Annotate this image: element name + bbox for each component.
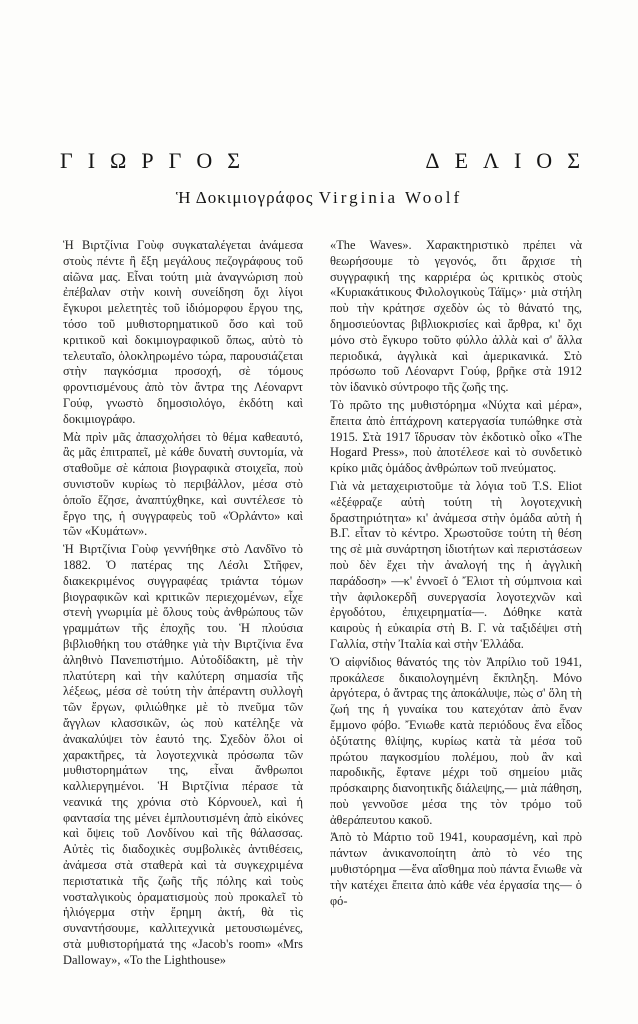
right-column [330,238,582,909]
author-letter: Γ [168,148,182,173]
author-letter: Σ [567,148,580,173]
author-letter: Ρ [141,148,154,173]
paragraph: Ἡ Βιρτζίνια Γοὺφ συγκαταλέγεται ἀνάμεσα στοὺς πέντε ἢ ἔξη μεγάλους πεζογράφους τοῦ αἰῶνα μας. Εἶναι τούτη μιὰ ἀναγνώριση ποὺ ἐπέβαλαν στὴν κοινὴ συνείδηση ὄχι λίγοι ἔγκυροι μελετητὲς τοῦ ἰδιόμορφου ἔργου της, τόσο τοῦ μυθιστορηματικοῦ ὅσο καὶ τοῦ κριτικοῦ καὶ δοκιμιογραφικοῦ ὅπως, αὐτὸ τὸ τελευταῖο, ὁλοκληρωμένο τώρα, παρουσιάζεται στὴν παγκόσμια προσοχή, σὲ τόμους φροντισμένους ἀπὸ τὸν ἄντρα της Λέοναρντ Γούφ, γνωστὸ δημοσιολόγο, ἐκδότη καὶ δοκιμιογράφο. [63,238,303,426]
paragraph: Μὰ πρὶν μᾶς ἀπασχολήσει τὸ θέμα καθεαυτό, ἂς μᾶς ἐπιτραπεῖ, μὲ κάθε δυνατὴ συντομία, νὰ σταθοῦμε σὲ κάποια βιογραφικὰ στοιχεῖα, ποὺ συνιστοῦν κυρίως τὸ περιβάλλον, μέσα στὸ ὁποῖο ἔζησε, ἀναπτύχθηκε, καὶ συντέλεσε τὸ ἔργο της, ἡ συγγραφεὺς τοῦ «Ὀρλάντο» καὶ τῶν «Κυμάτων». [63,429,303,539]
author-name [60,148,580,174]
author-letter: Σ [227,148,241,173]
author-letter: Δ [425,148,440,173]
paragraph: Ὁ αἰφνίδιος θάνατός της τὸν Ἀπρίλιο τοῦ 1941, προκάλεσε δικαιολογημένη ἔκπληξη. Μόνο ἀργότερα, ὁ ἄντρας της ἀποκάλυψε, πὼς σ' ὅλη τὴ ζωή της ἡ γυναίκα του κατεχόταν ἀπὸ ἕναν ἔμμονο φόβο. Ἔνιωθε κατὰ περιόδους ἕνα εἶδος ὀξύτατης θλίψης, κυρίως κατὰ τὰ μέσα τοῦ πρώτου παγκοσμίου πολέμου, ποὺ ἂν καὶ παροδικῆς, ἔφτανε μέχρι τοῦ σημείου μιᾶς πρόσκαιρης διανοητικῆς διάλεψης,— μιὰ πάθηση, ποὺ γεννοῦσε μέσα της τὸν τρόμο τοῦ ἀθεράπευτου κακοῦ. [330,654,582,827]
paragraph: Ἡ Βιρτζίνια Γοὺφ γεννήθηκε στὸ Λανδῖνο τὸ 1882. Ὁ πατέρας της Λέσλι Στῆφεν, διακεκριμένος συγγραφέας τριάντα τόμων βιογραφικῶν καὶ κριτικῶν περιεχομένων, εἶχε στενὴ γνωριμία μὲ ὅλους τοὺς ἀνθρώπους τῶν γραμμάτων τῆς ἐποχῆς του. Ἡ πλούσια βιβλιοθήκη του στάθηκε γιὰ τὴν Βιρτζίνια ἕνα ἀληθινὸ Πανεπιστήμιο. Αὐτοδίδακτη, μὲ τὴν πλατύτερη καὶ τὴν καλύτερη σημασία τῆς λέξεως, μέσα σὲ τούτη τὴν ἀπέραντη συλλογὴ τῶν ἔργων, φιλιώθηκε μὲ τὸ πνεῦμα τῶν ἄγγλων κλασσικῶν, ὡς ποὺ κατέληξε νὰ ἀνακαλύψει τὸν ἑαυτό της. Σχεδὸν ὅλοι οἱ χαρακτῆρες, τὰ λογοτεχνικὰ πρόσωπα τῶν μυθιστορημάτων της, εἶναι ἄνθρωποι καλλιεργημένοι. Ἡ Βιρτζίνια πέρασε τὰ νεανικά της χρόνια στὸ Κόρνουελ, καὶ ἡ φαντασία της μένει ἐμπλουτισμένη ἀπὸ εἰκόνες καὶ ὄψεις τοῦ Λονδίνου καὶ τῆς θάλασσας. Αὐτὲς τὶς διαδοχικὲς συμβολικὲς ἀντιθέσεις, ἀνάμεσα στὰ σταθερὰ καὶ τὰ συγκεχριμένα περιστατικὰ τῆς ζωῆς τῆς πόλης καὶ τοὺς νοσταλγικοὺς ὁραματισμοὺς ποὺ προκαλεῖ τὸ ἡλιόγερμα στὴν ἔρημη ἀκτή, θὰ τὶς συναντήσουμε, καλλιτεχνικὰ μετουσιωμένες, στὰ μυθιστορήματά της «Jacob's room» «Mrs Dalloway», «To the Lighthouse» [63,542,303,967]
paragraph: Τὸ πρῶτο της μυθιστόρημα «Νύχτα καὶ μέρα», ἔπειτα ἀπὸ ἑπτάχρονη κατεργασία τυπώθηκε στὰ 1915. Στὰ 1917 ἵδρυσαν τὸν ἐκδοτικὸ οἶκο «The Hogard Press», ποὺ ἀποτέλεσε καὶ τὸ συνδετικὸ κρίκο μιᾶς ὁμάδος ἀνθρώπων τοῦ πνεύματος. [330,397,582,476]
title-latin: Virginia Woolf [318,188,463,207]
title-greek: Ἡ Δοκιμιογράφος [175,188,314,207]
article-title [0,188,638,208]
author-letter: Ο [196,148,213,173]
author-letter: Λ [483,148,499,173]
paragraph: «The Waves». Χαρακτηριστικὸ πρέπει νὰ θεωρήσουμε τὸ γεγονός, ὅτι ἄρχισε τὴ συγγραφική της καρριέρα ὡς κριτικὸς στοὺς «Κυριακάτικους Φιλολογικοὺς Τάϊμς»· μιὰ στήλη ποὺ τὴν κράτησε σχεδὸν ὡς τὸ θάνατό της, δημοσιεύοντας βιβλιοκρισίες καὶ ἄρθρα, κι' ὄχι μόνο στὸ ἔγκυρο τοῦτο φύλλο ἀλλὰ καὶ σ' ἄλλα περιοδικά, ἀγγλικὰ καὶ ἀμερικανικά. Στὸ πρόσωπο τοῦ Λέοναρντ Γούφ, βρῆκε στὰ 1912 τὸν ἰδανικὸ σύντροφο τῆς ζωῆς της. [330,238,582,395]
paragraph: Γιὰ νὰ μεταχειριστοῦμε τὰ λόγια τοῦ T.S. Eliot «ἐξέφραζε αὐτὴ τούτη τὴ λογοτεχνικὴ δραστηριότητα» κι' ἀνάμεσα στὴν ὁμάδα αὐτὴ ἡ Β.Γ. εἶταν τὸ κέντρο. Χρωστοῦσε τούτη τὴ θέση της σὲ μιὰ συνάρτηση ἰδιοτήτων καὶ περιστάσεων ποὺ δὲν ἔχει τὴν ἀναλογή της ἡ ἀγγλικὴ παράδοση» —κ' ἐννοεῖ ὁ Ἔλιοτ τὴ σύμπνοια καὶ τὴν ἀφιλοκερδῆ συνεργασία λογοτεχνῶν καὶ ἐργοδότου, ἐπιχειρηματία—. Δόθηκε κατὰ καιροὺς ἡ εὐκαιρία στὴ Β. Γ. νὰ ταξιδέψει στὴ Γαλλία, στὴν Ἰταλία καὶ στὴν Ἑλλάδα. [330,478,582,651]
author-letter: Ο [536,148,553,173]
paragraph: Ἀπὸ τὸ Μάρτιο τοῦ 1941, κουρασμένη, καὶ πρὸ πάντων ἀνικανοποίητη ἀπὸ τὸ νέο της μυθιστόρημα —ἕνα αἴσθημα ποὺ πάντα ἔνιωθε νὰ τὴν κατέχει ἔπειτα ἀπὸ κάθε νέα ἐργασία της— ὁ φό- [330,830,582,908]
author-last-name [425,148,580,174]
author-letter: Γ [60,148,73,173]
author-letter: Ω [110,148,127,173]
author-letter: Ι [87,148,96,173]
author-letter: Ι [513,148,522,173]
author-first-name [60,148,240,174]
author-letter: Ε [454,148,469,173]
left-column [63,238,303,969]
